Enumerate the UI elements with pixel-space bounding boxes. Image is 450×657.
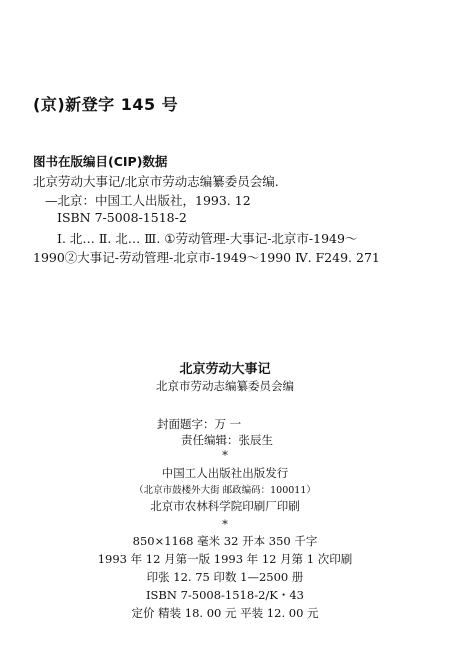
book-title: 北京劳动大事记 [179,362,271,377]
separator-asterisk: * [222,517,228,531]
book-author: 北京市劳动志编纂委员会编 [156,379,294,393]
isbn-full: ISBN 7-5008-1518-2/K・43 [145,588,304,602]
separator-asterisk: * [222,448,228,462]
cip-line: —北京：中国工人出版社，1993. 12 [45,193,251,208]
print-sheets-and-run: 印张 12. 75 印数 1—2500 册 [146,570,304,584]
print-specification: 850×1168 毫米 32 开本 350 千字 [132,534,318,548]
cover-inscription: 封面题字：万 一 [157,417,242,431]
edition-info: 1993 年 12 月第一版 1993 年 12 月第 1 次印刷 [97,552,353,566]
publisher-address: （北京市鼓楼外大街 邮政编码：100011） [134,485,316,496]
price: 定价 精装 18. 00 元 平装 12. 00 元 [131,606,319,620]
cip-heading: 图书在版编目(CIP)数据 [33,154,168,169]
responsible-editor: 责任编辑：张辰生 [181,433,273,447]
cip-line: 北京劳动大事记/北京市劳动志编纂委员会编. [33,174,279,189]
cip-line: 1990②大事记-劳动管理-北京市-1949～1990 Ⅳ. F249. 271 [33,250,380,265]
printer: 北京市农林科学院印刷厂印刷 [150,499,300,513]
publisher: 中国工人出版社出版发行 [161,466,289,480]
cip-line: ISBN 7-5008-1518-2 [57,210,187,225]
registration-number: (京)新登字 145 号 [33,95,179,114]
cip-line: Ⅰ. 北… Ⅱ. 北… Ⅲ. ①劳动管理-大事记-北京市-1949～ [57,231,358,246]
